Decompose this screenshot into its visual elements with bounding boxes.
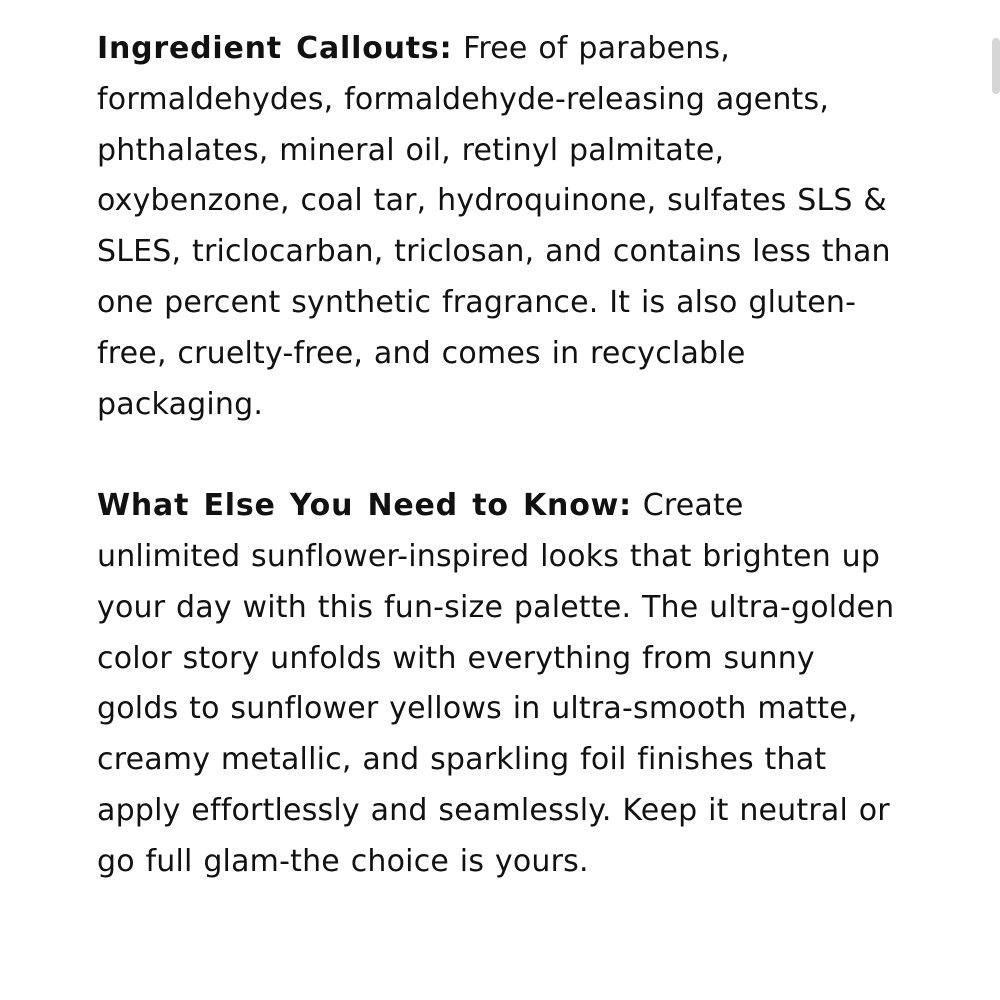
- product-description: [97, 24, 897, 888]
- ingredient-callouts-text: Free of parabens, formaldehydes, formaldehyde-releasing agents, phthalates, mineral oil, retinyl palmitate, oxybenzone, coal tar, hydroquinone, sulfates SLS & SLES, triclocarban, triclosan, and contains less than one percent synthetic fragrance. It is also gluten-free, cruelty-free, and comes in recyclable packaging.: [97, 31, 891, 422]
- what-else-you-need-to-know-text: Create unlimited sunflower-inspired looks that brighten up your day with this fun-size palette. The ultra-golden color story unfolds with everything from sunny golds to sunflower yellows in ultra-smooth matte, creamy metallic, and sparkling foil finishes that apply effortlessly and seamlessly. Keep it neutral or go full glam-the choice is yours.: [97, 488, 895, 879]
- what-else-you-need-to-know-section: [97, 481, 897, 887]
- ingredient-callouts-section: [97, 24, 897, 430]
- ingredient-callouts-label: Ingredient Callouts:: [97, 31, 453, 66]
- what-else-you-need-to-know-label: What Else You Need to Know:: [97, 488, 632, 524]
- vertical-scrollbar[interactable]: [992, 38, 1000, 94]
